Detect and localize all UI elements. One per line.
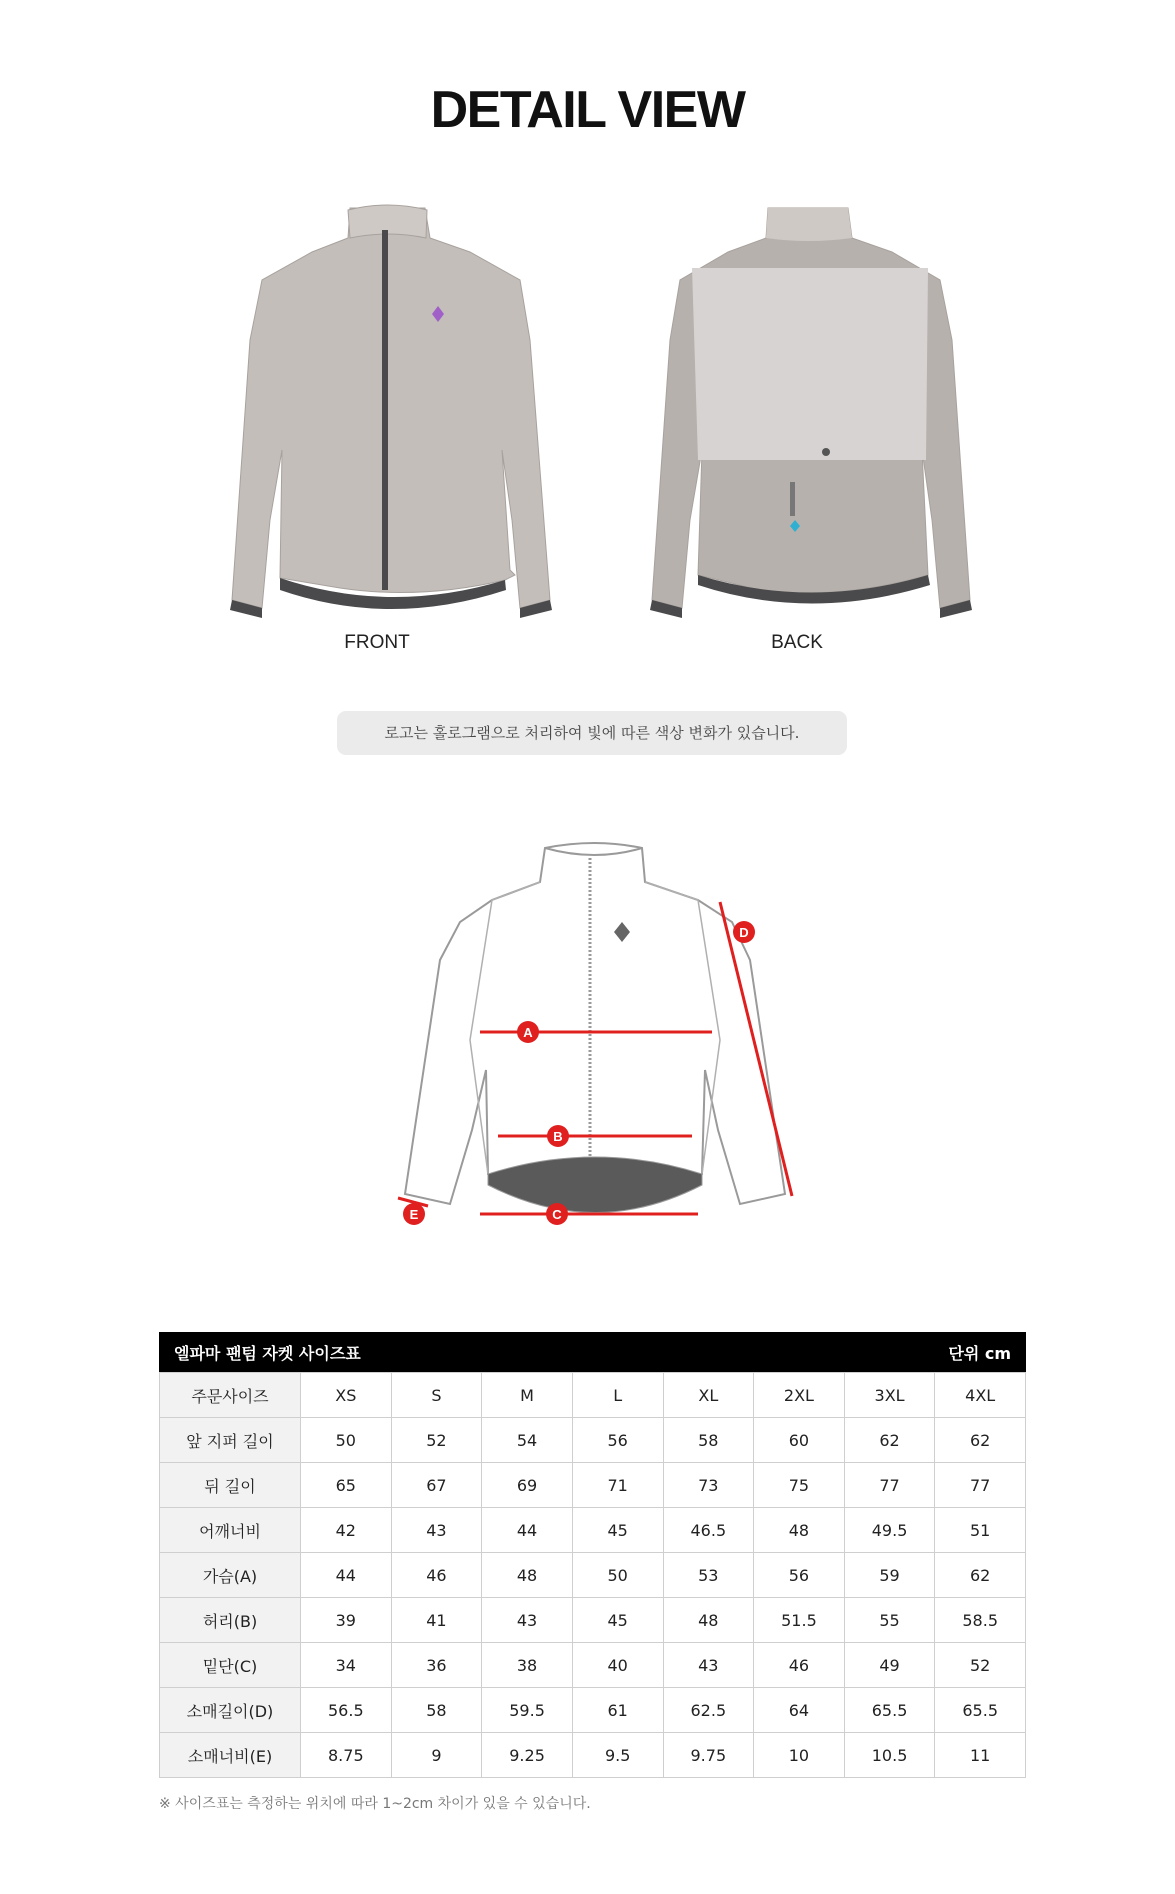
- table-cell: 50: [572, 1553, 663, 1598]
- table-cell: 51.5: [754, 1598, 845, 1643]
- table-cell: 45: [572, 1598, 663, 1643]
- table-cell: 41: [391, 1598, 482, 1643]
- table-row: [160, 1643, 1026, 1688]
- table-cell: 75: [754, 1463, 845, 1508]
- svg-text:D: D: [739, 925, 749, 940]
- table-cell: 69: [482, 1463, 573, 1508]
- table-cell: 49.5: [844, 1508, 935, 1553]
- column-header: M: [482, 1373, 573, 1418]
- table-cell: 77: [844, 1463, 935, 1508]
- table-cell: 73: [663, 1463, 754, 1508]
- table-cell: 44: [301, 1553, 392, 1598]
- table-cell: 58: [663, 1418, 754, 1463]
- column-header: 2XL: [754, 1373, 845, 1418]
- table-cell: 40: [572, 1643, 663, 1688]
- table-cell: 64: [754, 1688, 845, 1733]
- row-label: 가슴(A): [160, 1553, 301, 1598]
- table-cell: 36: [391, 1643, 482, 1688]
- marker-c: [546, 1203, 568, 1225]
- table-cell: 58.5: [935, 1598, 1026, 1643]
- size-footnote: ※ 사이즈표는 측정하는 위치에 따라 1~2cm 차이가 있을 수 있습니다.: [159, 1796, 591, 1812]
- column-header: 3XL: [844, 1373, 935, 1418]
- table-cell: 10.5: [844, 1733, 935, 1778]
- table-row: [160, 1598, 1026, 1643]
- table-cell: 56.5: [301, 1688, 392, 1733]
- table-cell: 54: [482, 1418, 573, 1463]
- table-cell: 52: [935, 1643, 1026, 1688]
- table-cell: 43: [663, 1643, 754, 1688]
- table-cell: 49: [844, 1643, 935, 1688]
- table-cell: 71: [572, 1463, 663, 1508]
- table-cell: 62: [935, 1418, 1026, 1463]
- table-cell: 9.75: [663, 1733, 754, 1778]
- size-table-grid: [159, 1372, 1026, 1778]
- back-label: BACK: [771, 632, 823, 653]
- table-cell: 9.25: [482, 1733, 573, 1778]
- row-label: 앞 지퍼 길이: [160, 1418, 301, 1463]
- table-cell: 9: [391, 1733, 482, 1778]
- table-cell: 34: [301, 1643, 392, 1688]
- table-cell: 59.5: [482, 1688, 573, 1733]
- table-cell: 44: [482, 1508, 573, 1553]
- page-title: DETAIL VIEW: [430, 81, 745, 139]
- size-table: [159, 1332, 1026, 1778]
- table-cell: 55: [844, 1598, 935, 1643]
- table-cell: 56: [754, 1553, 845, 1598]
- column-header: 주문사이즈: [160, 1373, 301, 1418]
- column-header: XS: [301, 1373, 392, 1418]
- size-table-unit: 단위 cm: [948, 1343, 1011, 1363]
- column-header: 4XL: [935, 1373, 1026, 1418]
- table-cell: 77: [935, 1463, 1026, 1508]
- row-label: 밑단(C): [160, 1643, 301, 1688]
- table-cell: 46: [391, 1553, 482, 1598]
- table-cell: 67: [391, 1463, 482, 1508]
- size-table-title: 엘파마 팬텀 자켓 사이즈표: [174, 1343, 361, 1363]
- table-cell: 38: [482, 1643, 573, 1688]
- row-label: 소매너비(E): [160, 1733, 301, 1778]
- table-cell: 65.5: [844, 1688, 935, 1733]
- table-cell: 48: [754, 1508, 845, 1553]
- table-cell: 10: [754, 1733, 845, 1778]
- row-label: 어깨너비: [160, 1508, 301, 1553]
- marker-d: [733, 921, 755, 943]
- table-cell: 52: [391, 1418, 482, 1463]
- table-cell: 59: [844, 1553, 935, 1598]
- table-cell: 48: [482, 1553, 573, 1598]
- svg-text:C: C: [552, 1207, 562, 1222]
- table-cell: 62.5: [663, 1688, 754, 1733]
- table-cell: 60: [754, 1418, 845, 1463]
- size-table-header: [159, 1332, 1026, 1372]
- table-cell: 46.5: [663, 1508, 754, 1553]
- table-cell: 43: [391, 1508, 482, 1553]
- table-cell: 45: [572, 1508, 663, 1553]
- table-cell: 43: [482, 1598, 573, 1643]
- svg-text:E: E: [409, 1207, 419, 1222]
- row-label: 소매길이(D): [160, 1688, 301, 1733]
- column-header: L: [572, 1373, 663, 1418]
- marker-a: [517, 1021, 539, 1043]
- table-cell: 9.5: [572, 1733, 663, 1778]
- front-label: FRONT: [344, 632, 410, 653]
- front-jacket-image: [220, 190, 560, 620]
- table-cell: 58: [391, 1688, 482, 1733]
- svg-text:A: A: [523, 1025, 533, 1040]
- table-cell: 46: [754, 1643, 845, 1688]
- column-header: S: [391, 1373, 482, 1418]
- table-cell: 42: [301, 1508, 392, 1553]
- table-cell: 53: [663, 1553, 754, 1598]
- table-cell: 61: [572, 1688, 663, 1733]
- table-cell: 8.75: [301, 1733, 392, 1778]
- table-header-row: [160, 1373, 1026, 1418]
- hologram-notice: 로고는 홀로그램으로 처리하여 빛에 따른 색상 변화가 있습니다.: [337, 711, 847, 755]
- table-cell: 62: [935, 1553, 1026, 1598]
- table-cell: 50: [301, 1418, 392, 1463]
- table-cell: 51: [935, 1508, 1026, 1553]
- table-cell: 39: [301, 1598, 392, 1643]
- table-row: [160, 1688, 1026, 1733]
- table-row: [160, 1733, 1026, 1778]
- back-jacket-image: [640, 190, 980, 620]
- table-cell: 65.5: [935, 1688, 1026, 1733]
- svg-text:B: B: [553, 1129, 563, 1144]
- table-cell: 56: [572, 1418, 663, 1463]
- row-label: 뒤 길이: [160, 1463, 301, 1508]
- table-cell: 48: [663, 1598, 754, 1643]
- marker-b: [547, 1125, 569, 1147]
- table-row: [160, 1508, 1026, 1553]
- table-row: [160, 1553, 1026, 1598]
- table-row: [160, 1418, 1026, 1463]
- marker-e: [403, 1203, 425, 1225]
- table-cell: 62: [844, 1418, 935, 1463]
- measurement-diagram: [380, 840, 810, 1280]
- column-header: XL: [663, 1373, 754, 1418]
- table-cell: 11: [935, 1733, 1026, 1778]
- table-cell: 65: [301, 1463, 392, 1508]
- row-label: 허리(B): [160, 1598, 301, 1643]
- table-row: [160, 1463, 1026, 1508]
